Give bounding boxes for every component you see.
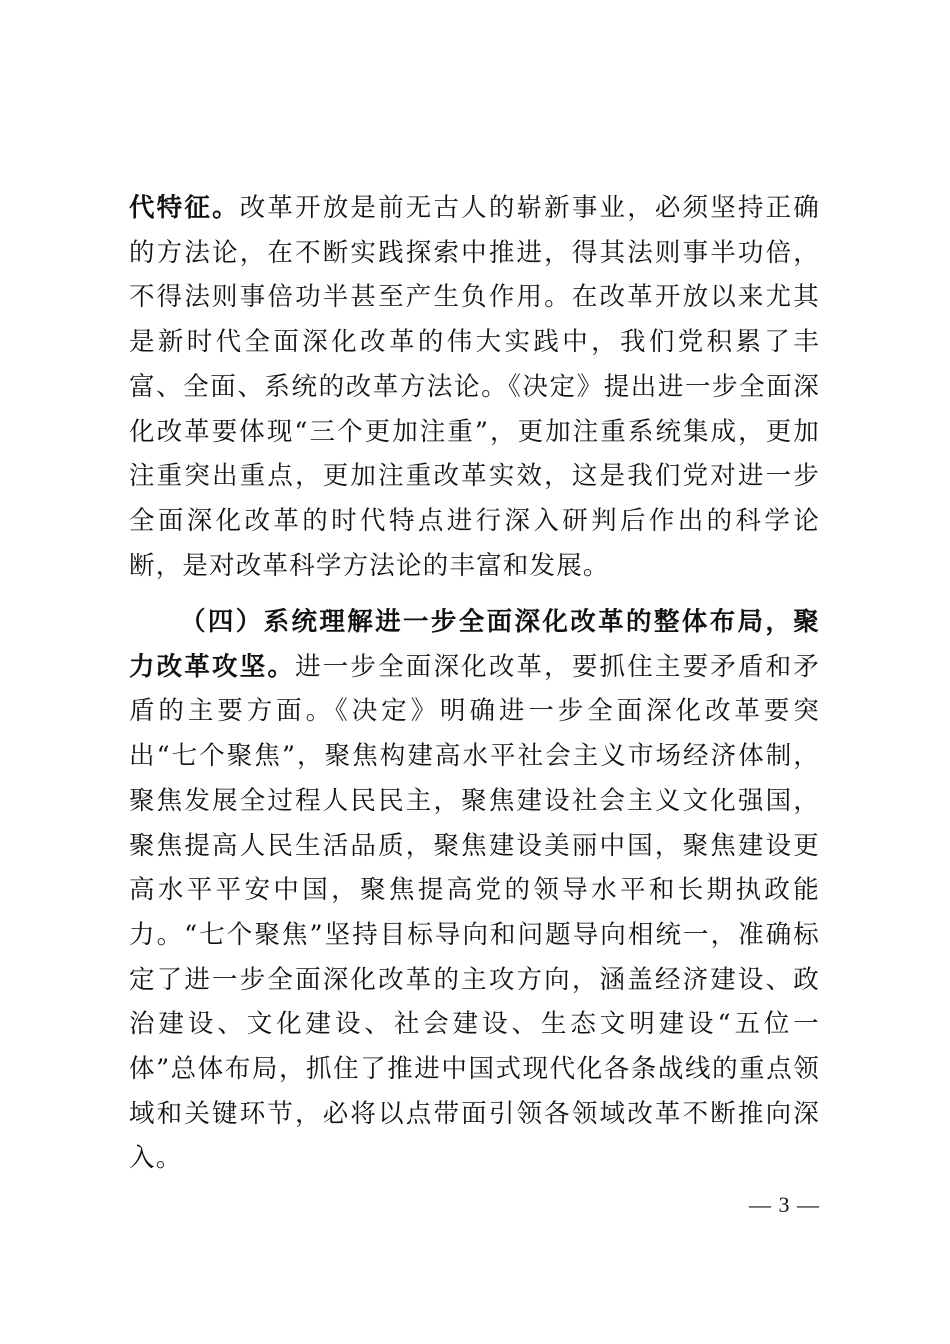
paragraph-body: 改革开放是前无古人的崭新事业，必须坚持正确的方法论，在不断实践探索中推进，得其法则事半功倍，不得法则事倍功半甚至产生负作用。在改革开放以来尤其是新时代全面深化改革的伟大实践中，我们党积累了丰富、全面、系统的改革方法论。《决定》提出进一步全面深化改革要体现“三个更加注重”，更加注重系统集成，更加注重突出重点，更加注重改革实效，这是我们党对进一步全面深化改革的时代特点进行深入研判后作出的科学论断，是对改革科学方法论的丰富和发展。 (129, 193, 820, 581)
paragraph-section-four (129, 600, 820, 1181)
section-heading: （四）系统理解进一步全面深化改革的整体布局，聚力改革攻坚。 (129, 607, 820, 682)
paragraph-body: 进一步全面深化改革，要抓住主要矛盾和矛盾的主要方面。《决定》明确进一步全面深化改革要突出“七个聚焦”，聚焦构建高水平社会主义市场经济体制，聚焦发展全过程人民民主，聚焦建设社会主义文化强国，聚焦提高人民生活品质，聚焦建设美丽中国，聚焦建设更高水平平安中国，聚焦提高党的领导水平和长期执政能力。“七个聚焦”坚持目标导向和问题导向相统一，准确标定了进一步全面深化改革的主攻方向，涵盖经济建设、政治建设、文化建设、社会建设、生态文明建设“五位一体”总体布局，抓住了推进中国式现代化各条战线的重点领域和关键环节，必将以点带面引领各领域改革不断推向深入。 (129, 651, 820, 1174)
page-number: — 3 — (749, 1192, 820, 1217)
paragraph-bold-lead: 代特征。 (129, 193, 240, 223)
paragraph-continuation (129, 186, 820, 588)
